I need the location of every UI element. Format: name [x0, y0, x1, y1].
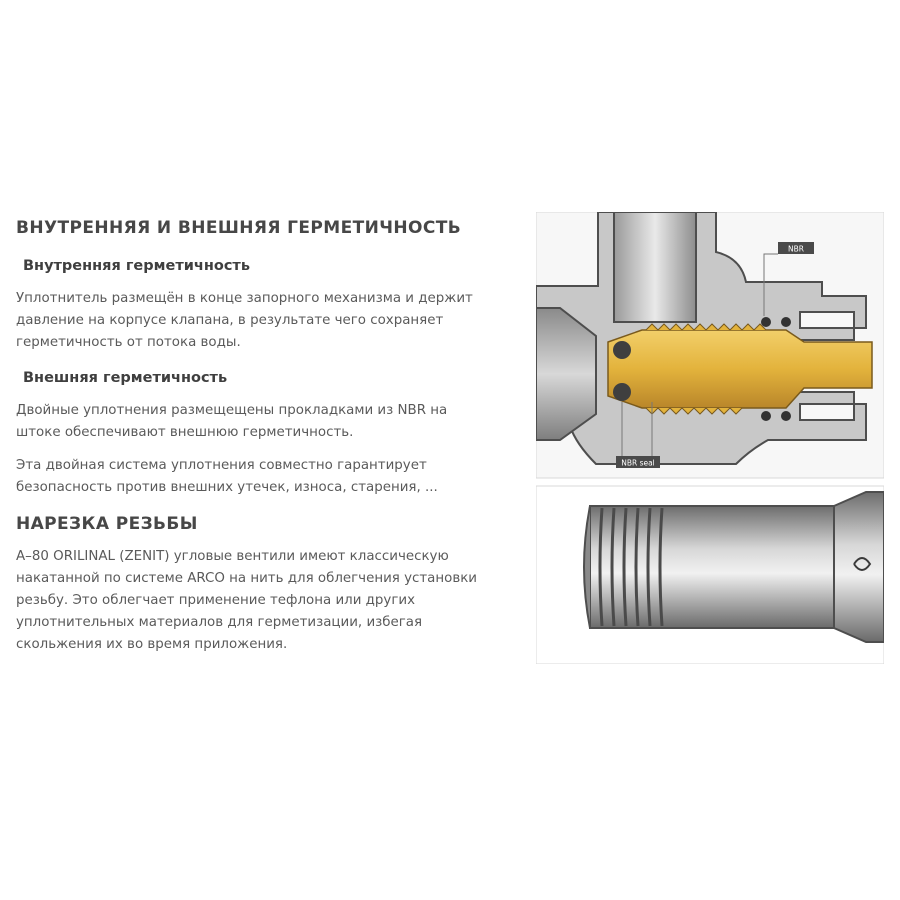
- text-line: герметичность от потока воды.: [16, 335, 241, 350]
- text-line: скольжения их во время приложения.: [16, 637, 288, 652]
- paragraph-internal: [16, 288, 516, 354]
- o-ring: [781, 411, 791, 421]
- paragraph-external: [16, 400, 516, 444]
- text-line: резьбу. Это облегчает применение тефлона или других: [16, 593, 416, 608]
- text-line: Уплотнитель размещён в конце запорного механизма и держит: [16, 291, 473, 306]
- label-nbr-seal: NBR seal: [621, 458, 655, 468]
- valve-diagram: [536, 212, 884, 664]
- text-line: безопасность против внешних утечек, износа, старения, ...: [16, 480, 438, 495]
- label-nbr: NBR: [788, 244, 804, 254]
- o-ring: [761, 411, 771, 421]
- seal-ring: [613, 341, 631, 359]
- seal-ring: [613, 383, 631, 401]
- text-line: штоке обеспечивают внешнюю герметичность.: [16, 425, 354, 440]
- valve-body-edge: [834, 492, 884, 642]
- text-line: Эта двойная система уплотнения совместно гарантирует: [16, 458, 427, 473]
- vertical-stem: [614, 212, 696, 322]
- paragraph-thread: [16, 546, 516, 656]
- section-title-sealing: ВНУТРЕННЯЯ И ВНЕШНЯЯ ГЕРМЕТИЧНОСТЬ: [16, 218, 462, 238]
- outlet-cone: [536, 308, 596, 440]
- text-line: уплотнительных материалов для герметизации, избегая: [16, 615, 423, 630]
- text-line: А–80 ORILINAL (ZENIT) угловые вентили имеют классическую: [16, 549, 449, 564]
- subheading-internal: Внутренняя герметичность: [23, 258, 250, 274]
- section-view: [536, 212, 884, 478]
- o-ring: [761, 317, 771, 327]
- text-line: накатанной по системе ARCO на нить для облегчения установки: [16, 571, 478, 586]
- o-ring: [781, 317, 791, 327]
- section-title-thread: НАРЕЗКА РЕЗЬБЫ: [16, 514, 198, 534]
- thread-view: [536, 486, 884, 664]
- paragraph-external-2: [16, 455, 516, 499]
- threaded-pipe: [590, 506, 834, 628]
- text-line: Двойные уплотнения размещещены прокладками из NBR на: [16, 403, 448, 418]
- text-line: давление на корпусе клапана, в результате чего сохраняет: [16, 313, 444, 328]
- subheading-external: Внешняя герметичность: [23, 370, 228, 386]
